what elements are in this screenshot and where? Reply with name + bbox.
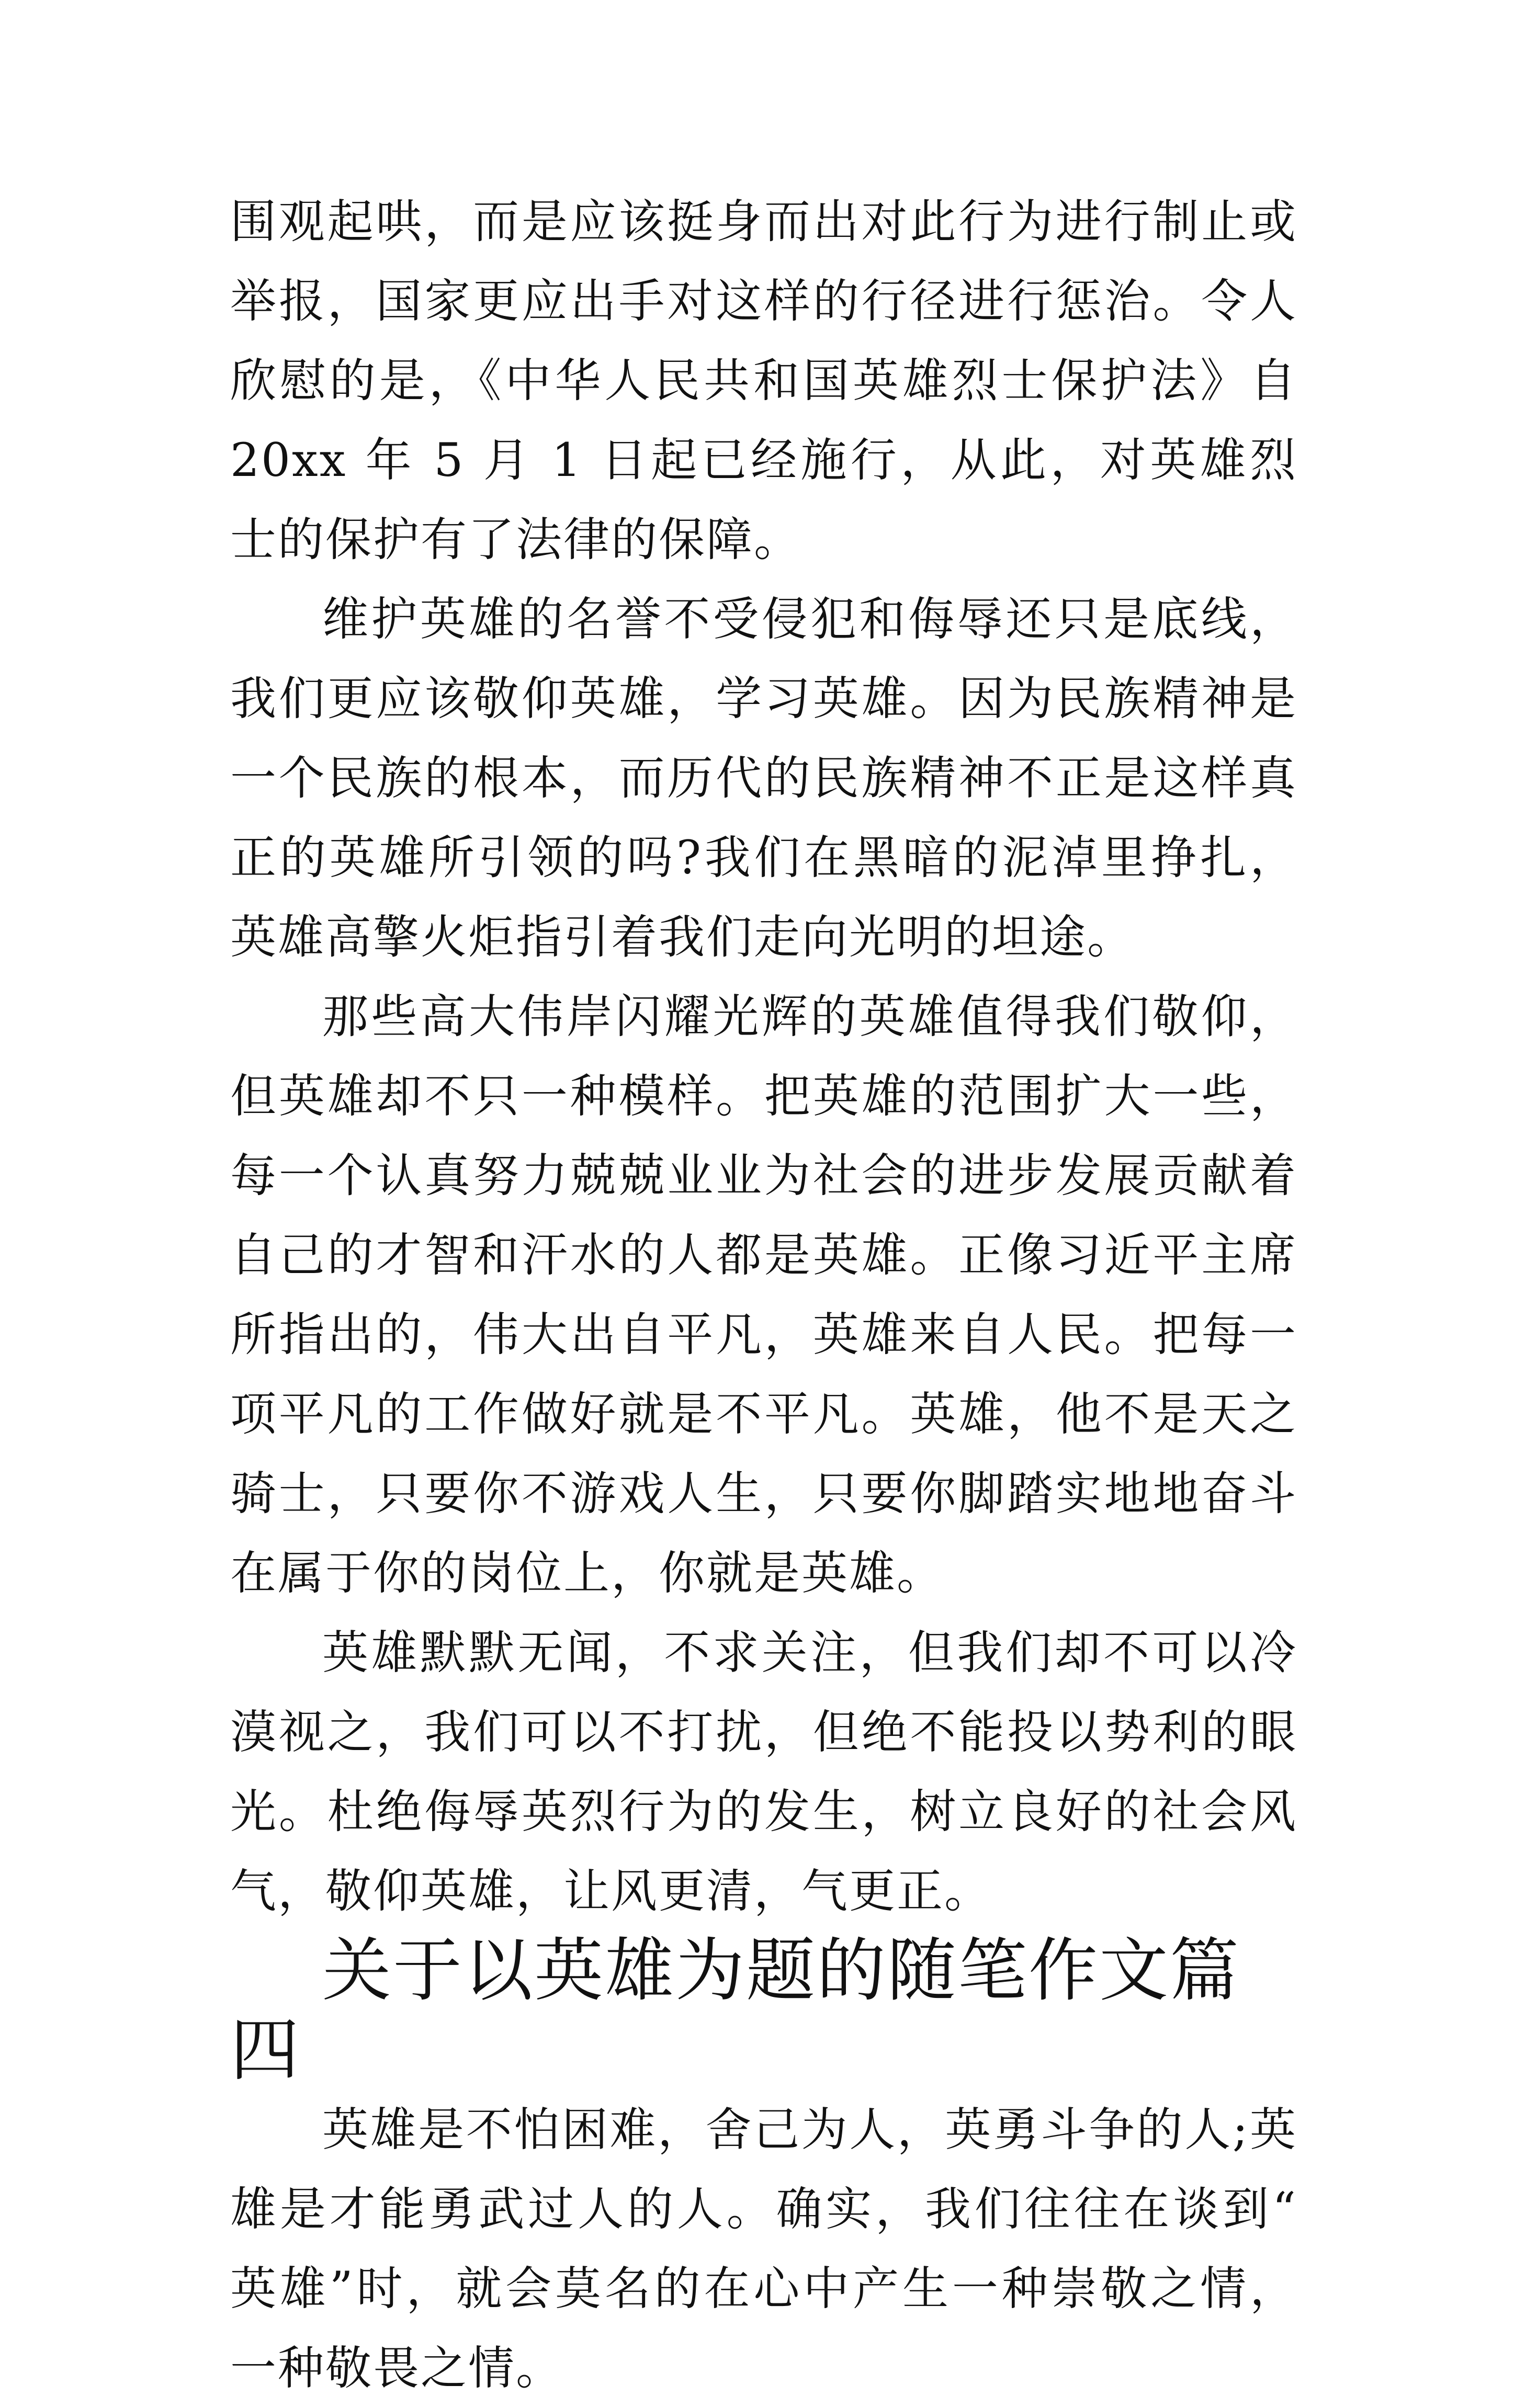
paragraph-hero-definition: 英雄是不怕困难，舍己为人，英勇斗争的人;英雄是才能勇武过人的人。确实，我们往往在谈到“英雄”时，就会莫名的在心中产生一种崇敬之情，一种敬畏之情。 <box>230 2103 1297 2395</box>
paragraph-ordinary-heroes: 那些高大伟岸闪耀光辉的英雄值得我们敬仰，但英雄却不只一种模样。把英雄的范围扩大一些，每一个认真努力兢兢业业为社会的进步发展贡献着自己的才智和汗水的人都是英雄。正像习近平主席所指出的，伟大出自平凡，英雄来自人民。把每一项平凡的工作做好就是不平凡。英雄，他不是天之骑士，只要你不游戏人生，只要你脚踏实地地奋斗在属于你的岗位上，你就是英雄。 <box>230 990 1297 1600</box>
paragraph-defend-heroes: 维护英雄的名誉不受侵犯和侮辱还只是底线，我们更应该敬仰英雄，学习英雄。因为民族精神是一个民族的根本，而历代的民族精神不正是这样真正的英雄所引领的吗?我们在黑暗的泥淖里挣扎，英雄高擎火炬指引着我们走向光明的坦途。 <box>230 592 1297 964</box>
document-body <box>230 182 1297 2408</box>
section-heading: 关于以英雄为题的随笔作文篇四 <box>230 1930 1240 2091</box>
paragraph-continuation: 围观起哄，而是应该挺身而出对此行为进行制止或举报，国家更应出手对这样的行径进行惩治。令人欣慰的是，《中华人民共和国英雄烈士保护法》自 20xx 年 5 月 1 日起已经施行，从此，对英雄烈士的保护有了法律的保障。 <box>230 195 1297 566</box>
paragraph-respect-heroes: 英雄默默无闻，不求关注，但我们却不可以冷漠视之，我们可以不打扰，但绝不能投以势利的眼光。杜绝侮辱英烈行为的发生，树立良好的社会风气，敬仰英雄，让风更清，气更正。 <box>230 1626 1297 1918</box>
